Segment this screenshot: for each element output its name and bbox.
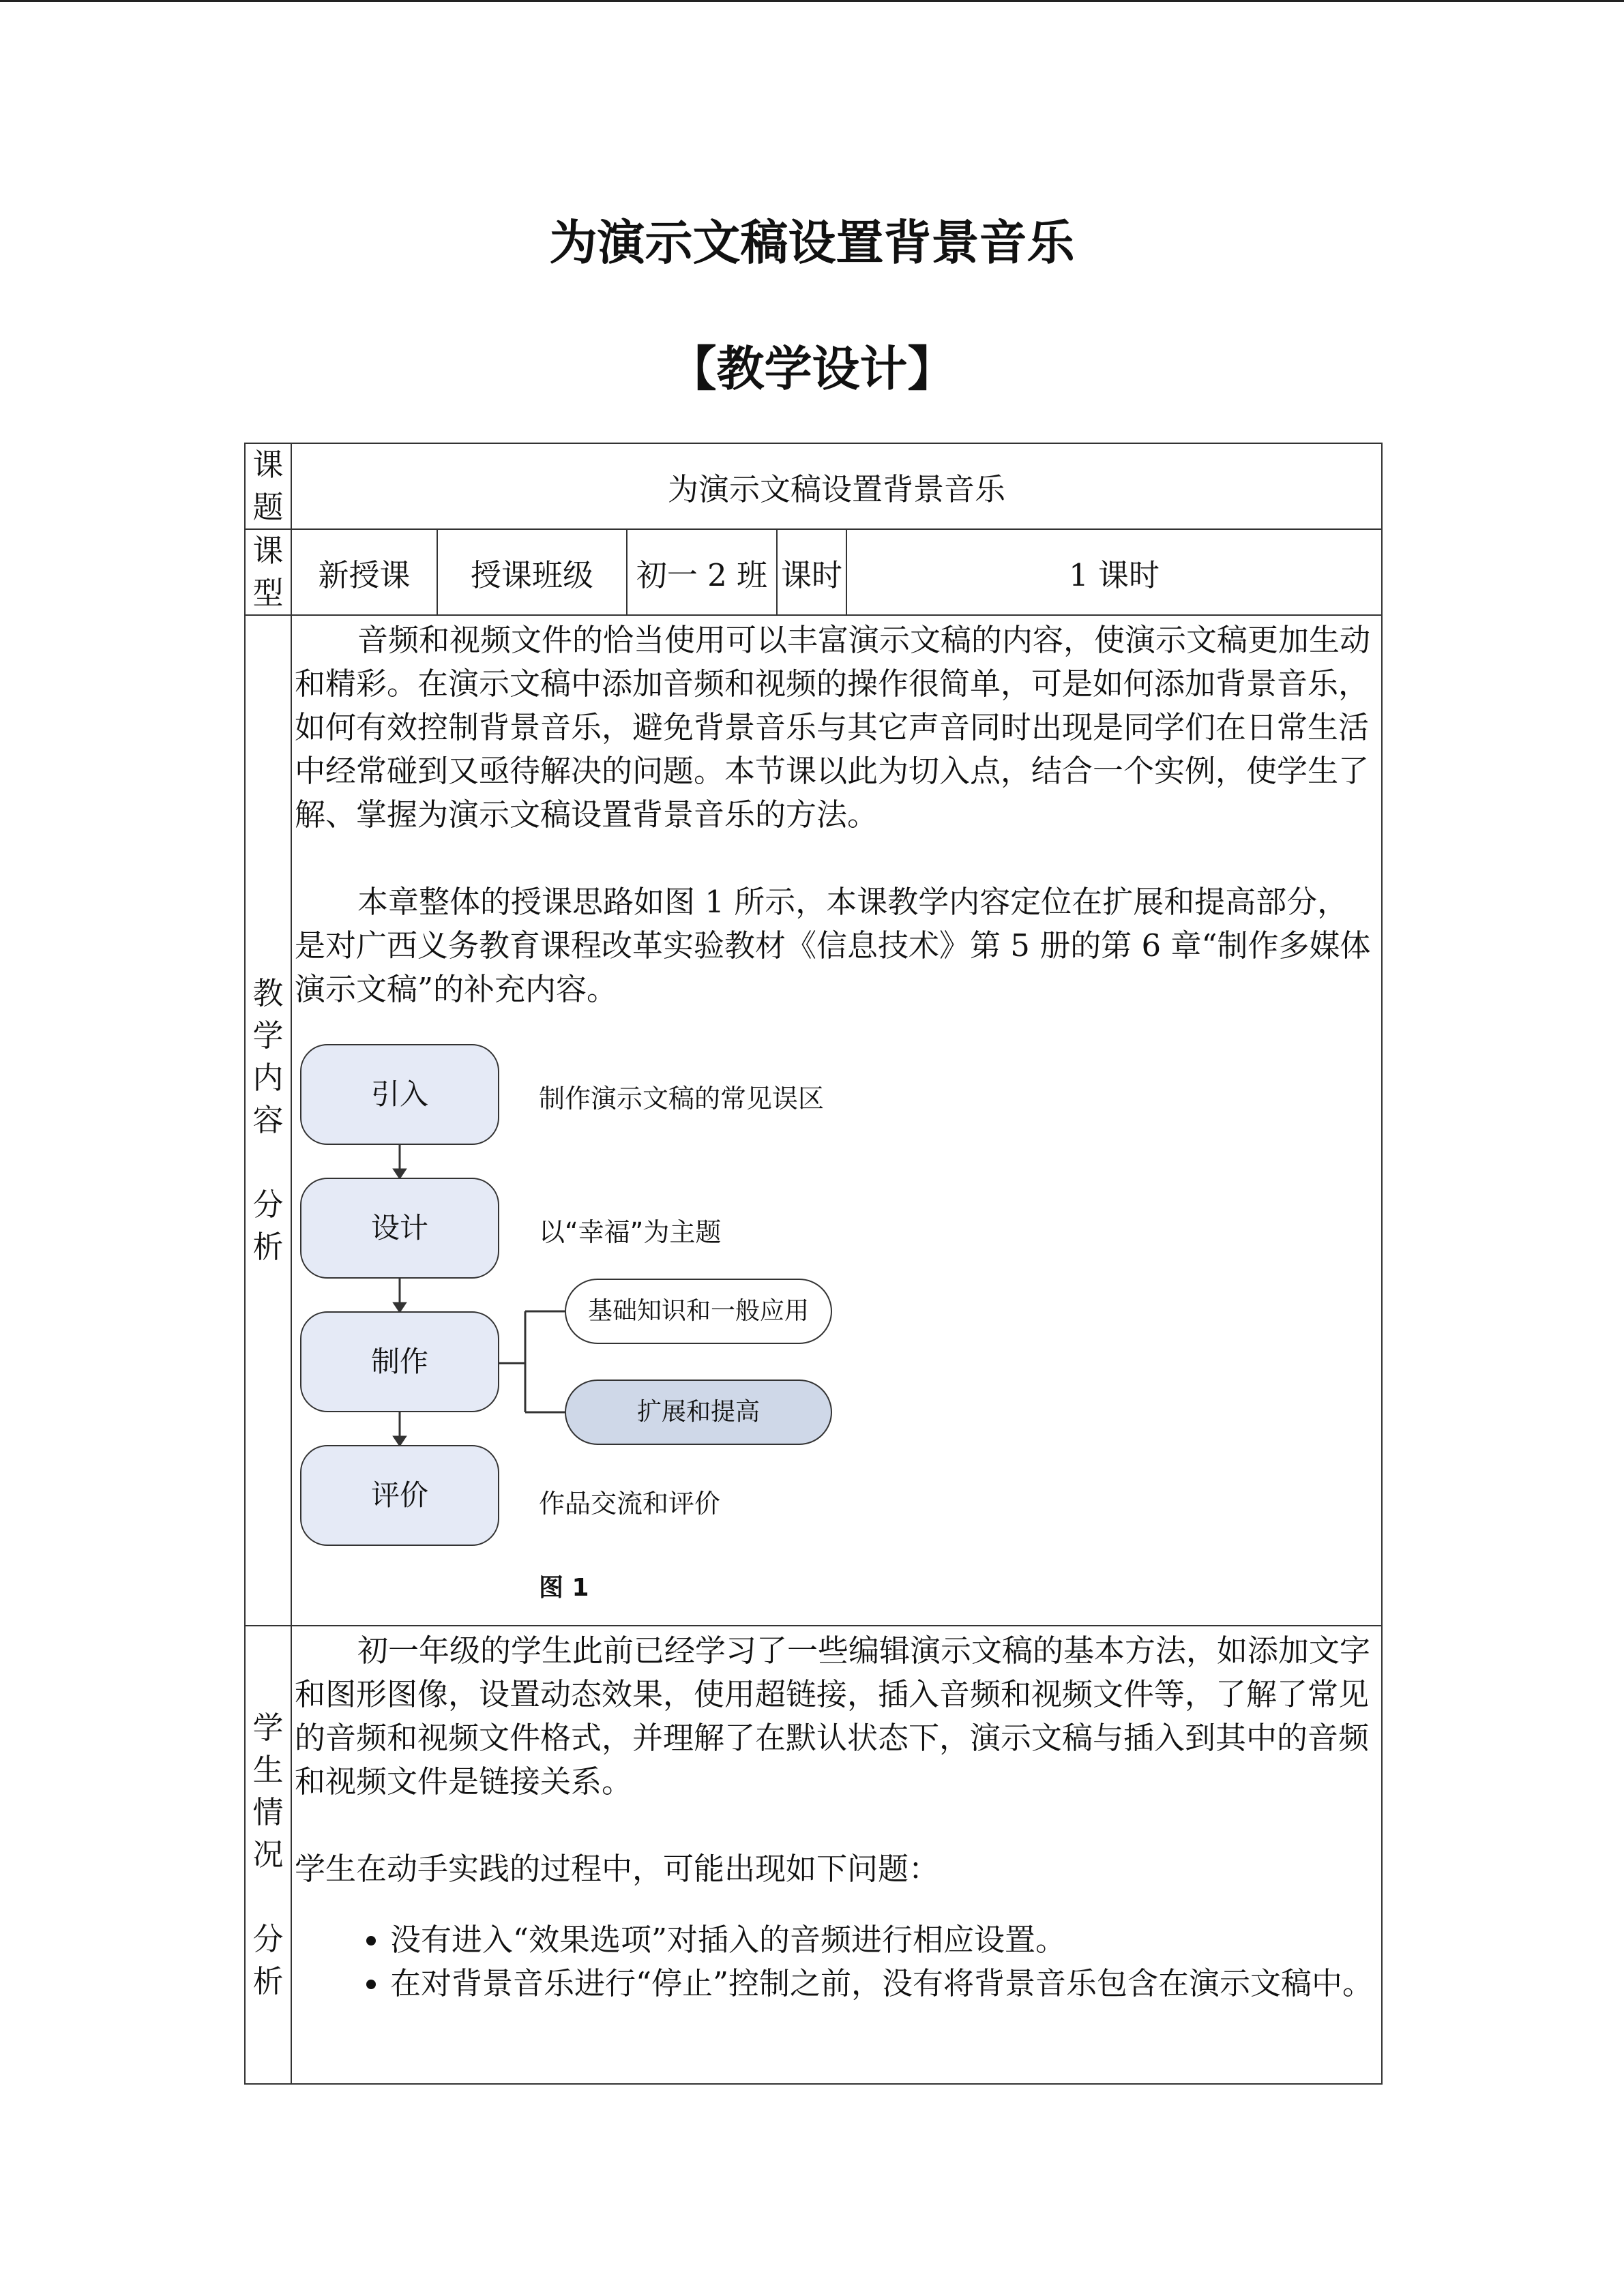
label-char: 题 [252,489,284,525]
label-char: 生 [252,1752,284,1788]
topic-label [245,443,291,529]
label-char: 析 [252,1229,284,1265]
content-paragraph-1: 音频和视频文件的恰当使用可以丰富演示文稿的内容，使演示文稿更加生动和精彩。在演示文稿中添加音频和视频的操作很简单，可是如何添加背景音乐，如何有效控制背景音乐，避免背景音乐与其它声音同时出现是同学们在日常生活中经常碰到又亟待解决的问题。本节课以此为切入点，结合一个实例，使学生了解、掌握为演示文稿设置背景音乐的方法。 [295,622,1371,833]
hours-value: 1 课时 [846,529,1382,615]
content-paragraph-2: 本章整体的授课思路如图 1 所示，本课教学内容定位在扩展和提高部分，是对广西义务教育课程改革实验教材《信息技术》第 5 册的第 6 章“制作多媒体演示文稿”的补充内容。 [295,884,1371,1007]
flow-branch-basics: 基础知识和一般应用 [565,1279,832,1344]
label-char: 课 [252,533,284,569]
flow-step-evaluate: 评价 [300,1445,499,1546]
document-subtitle: 【教学设计】 [668,340,956,397]
label-char: 分 [252,1187,284,1223]
problem-item: • 在对背景音乐进行“停止”控制之前，没有将背景音乐包含在演示文稿中。 [390,1962,1378,2006]
label-char: 情 [252,1794,284,1830]
content-analysis-label [245,615,291,1626]
page-top-border [0,0,1624,2]
student-paragraph-2: 学生在动手实践的过程中，可能出现如下问题： [295,1851,940,1887]
label-char: 况 [252,1836,284,1873]
flow-step-evaluate-note: 作品交流和评价 [539,1489,721,1519]
label-char: 容 [252,1102,284,1138]
flow-branch-extension: 扩展和提高 [565,1380,832,1445]
flow-step-intro-note: 制作演示文稿的常见误区 [539,1084,825,1114]
label-spacer [246,1142,291,1184]
student-analysis-body [291,1626,1382,2084]
label-char: 内 [252,1060,284,1096]
problem-item: • 没有进入“效果选项”对插入的音频进行相应设置。 [390,1918,1378,1962]
label-char: 学 [252,1710,284,1746]
label-char: 课 [252,447,284,483]
figure-caption: 图 1 [539,1574,589,1602]
lesson-plan-table [244,443,1383,2085]
arrowhead [394,1437,405,1445]
class-value: 初一 2 班 [627,529,777,615]
label-char: 教 [252,975,284,1011]
row-student-analysis [245,1626,1382,2084]
type-value: 新授课 [291,529,437,615]
row-content-analysis [245,615,1382,1626]
label-spacer [246,1876,291,1918]
content-analysis-body [291,615,1382,1626]
flow-step-design-note: 以“幸福”为主题 [539,1217,722,1247]
topic-value: 为演示文稿设置背景音乐 [291,443,1382,529]
student-paragraph-1: 初一年级的学生此前已经学习了一些编辑演示文稿的基本方法，如添加文字和图形图像，设置动态效果，使用超链接，插入音频和视频文件等，了解了常见的音频和视频文件格式，并理解了在默认状态下，演示文稿与插入到其中的音频和视频文件是链接关系。 [295,1632,1371,1800]
class-label: 授课班级 [437,529,627,615]
document-title: 为演示文稿设置背景音乐 [549,214,1075,271]
hours-label: 课时 [777,529,846,615]
label-char: 析 [252,1963,284,1999]
arrowhead [394,1169,405,1178]
flow-step-make: 制作 [300,1311,499,1412]
row-type [245,529,1382,615]
label-char: 型 [252,575,284,611]
flow-step-design: 设计 [300,1178,499,1279]
row-topic [245,443,1382,529]
problem-list [295,1918,1378,2006]
flow-step-intro: 引入 [300,1044,499,1145]
label-char: 学 [252,1017,284,1054]
student-analysis-label [245,1626,291,2084]
arrowhead [394,1303,405,1311]
figure-1-flowchart [300,1044,982,1603]
label-char: 分 [252,1921,284,1957]
type-label [245,529,291,615]
